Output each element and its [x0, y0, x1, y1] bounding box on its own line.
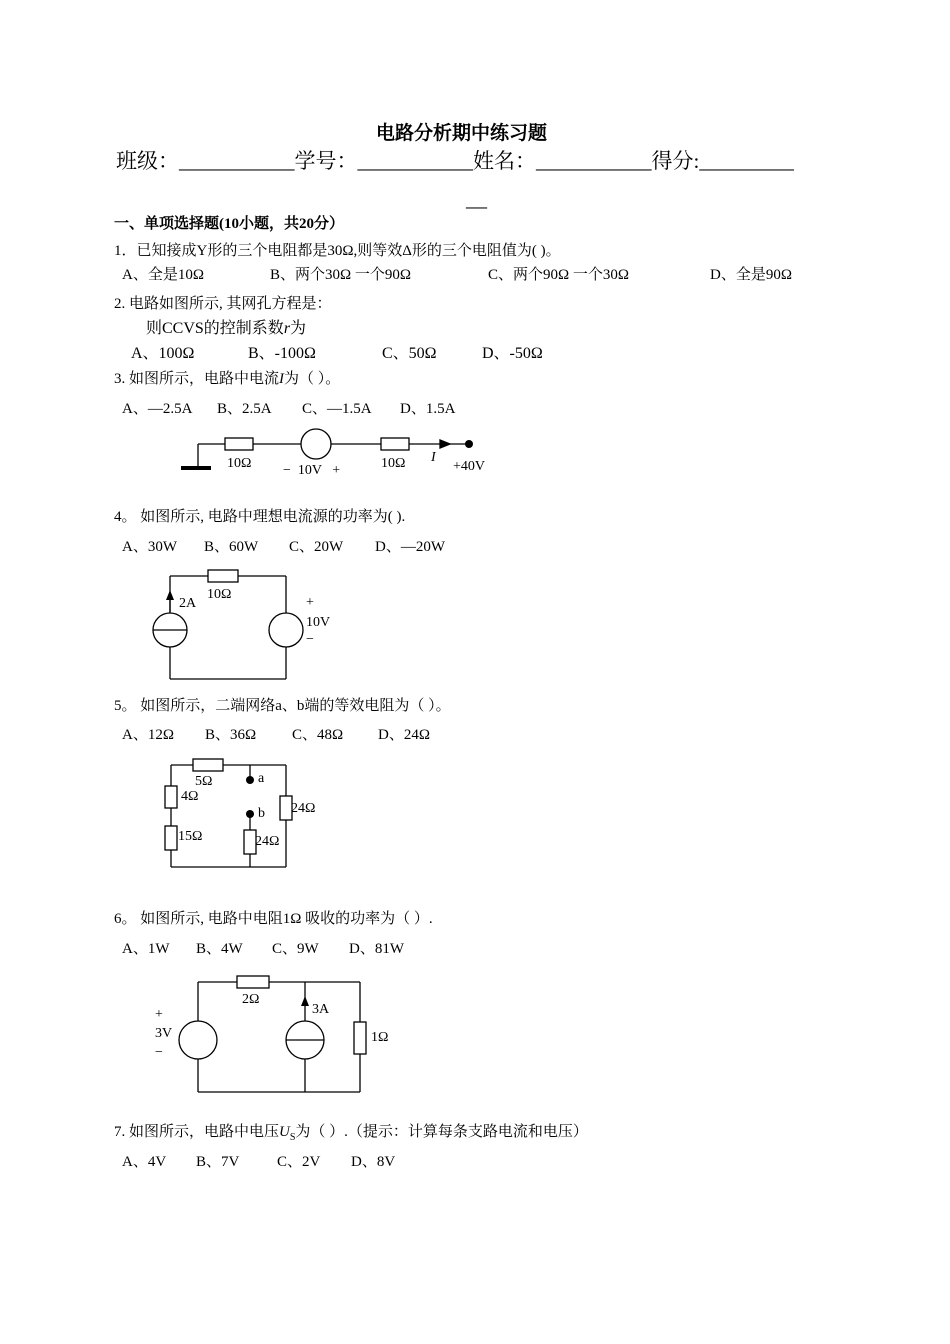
- q7-stem-b: 为（ ）.（提示：计算每条支路电流和电压）: [295, 1124, 588, 1140]
- q3-option-b: B、2.5A: [217, 401, 272, 417]
- q6-label-vs: 3V: [155, 1026, 173, 1041]
- q2-option-a: A、100Ω: [131, 345, 195, 362]
- q2-option-b: B、-100Ω: [248, 345, 316, 362]
- q3-option-c: C、—1.5A: [302, 401, 372, 417]
- q5-label-r24a: 24Ω: [291, 801, 316, 816]
- q6-option-d: D、81W: [349, 941, 404, 957]
- q3-option-a: A、—2.5A: [122, 401, 193, 417]
- q6-option-c: C、9W: [272, 941, 319, 957]
- student-info-line-wrap: __: [466, 187, 487, 211]
- q5-option-a: A、12Ω: [122, 727, 174, 743]
- q6-label-minus: −: [155, 1045, 163, 1060]
- q3-option-d: D、1.5A: [400, 401, 456, 417]
- q4-option-d: D、—20W: [375, 539, 445, 555]
- q4-label-cs: 2A: [179, 596, 197, 611]
- q4-label-vs: 10V: [306, 615, 331, 630]
- q7-option-c: C、2V: [277, 1154, 321, 1170]
- q1-option-c: C、两个90Ω 一个30Ω: [488, 267, 630, 283]
- q6-label-r2: 2Ω: [242, 992, 260, 1007]
- q4-label-minus: −: [306, 632, 314, 647]
- q6-stem: 6。 如图所示, 电路中电阻1Ω 吸收的功率为（ ）.: [114, 911, 433, 927]
- q3-stem-a: 3. 如图所示，电路中电流: [114, 371, 280, 387]
- q4-label-plus: +: [306, 595, 314, 610]
- q5-stem: 5。 如图所示，二端网络a、b端的等效电阻为（ ）。: [114, 698, 451, 714]
- q5-option-c: C、48Ω: [292, 727, 344, 743]
- q2-sub-var: r: [283, 320, 291, 337]
- q6-label-cs: 3A: [312, 1002, 330, 1017]
- section-heading: 一、单项选择题(10小题，共20分）: [114, 216, 344, 232]
- q4-option-c: C、20W: [289, 539, 344, 555]
- q1-option-a: A、全是10Ω: [122, 267, 204, 283]
- q6-resistor-2: [237, 976, 269, 988]
- q7-option-d: D、8V: [351, 1154, 396, 1170]
- q2-option-c: C、50Ω: [382, 345, 437, 362]
- q4-label-r: 10Ω: [207, 587, 232, 602]
- q3-label-src: − 10V +: [283, 463, 341, 478]
- q1-option-b: B、两个30Ω 一个90Ω: [270, 267, 412, 283]
- q6-label-plus: +: [155, 1007, 163, 1022]
- q5-label-r5: 5Ω: [195, 774, 213, 789]
- q3-label-r1: 10Ω: [227, 456, 252, 471]
- q5-label-b: b: [258, 806, 265, 821]
- q1-stem: 1．已知接成Y形的三个电阻都是30Ω,则等效Δ形的三个电阻值为( )。: [114, 243, 561, 259]
- q5-label-r24b: 24Ω: [255, 834, 280, 849]
- q6-voltage-source: [179, 1021, 217, 1059]
- student-info-line: 班级：___________学号：___________姓名：___________得分:_________: [116, 149, 794, 173]
- q4-option-a: A、30W: [122, 539, 177, 555]
- q5-option-b: B、36Ω: [205, 727, 257, 743]
- q7-stem-var: U: [279, 1124, 290, 1140]
- q3-label-current: I: [431, 450, 436, 465]
- q4-option-b: B、60W: [204, 539, 259, 555]
- q7-option-a: A、4V: [122, 1154, 167, 1170]
- q3-stem-var: I: [279, 371, 285, 387]
- q7-stem-sub: S: [289, 1132, 296, 1143]
- q5-label-a: a: [258, 771, 265, 786]
- q2-option-d: D、-50Ω: [482, 345, 543, 362]
- q7-stem-a: 7. 如图所示，电路中电压: [114, 1124, 280, 1140]
- q5-label-r15: 15Ω: [178, 829, 203, 844]
- q3-stem-b: 为（ ）。: [284, 371, 341, 387]
- q2-sub-end: 为: [290, 320, 307, 337]
- q1-option-d: D、全是90Ω: [710, 267, 792, 283]
- q6-resistor-1: [354, 1022, 366, 1054]
- q3-label-r2: 10Ω: [381, 456, 406, 471]
- q7-option-b: B、7V: [196, 1154, 240, 1170]
- q7-stem: [114, 1123, 588, 1147]
- q6-label-r1: 1Ω: [371, 1030, 389, 1045]
- q5-option-d: D、24Ω: [378, 727, 430, 743]
- q5-label-r4: 4Ω: [181, 789, 199, 804]
- q4-stem: 4。 如图所示, 电路中理想电流源的功率为( ).: [114, 509, 406, 525]
- q3-label-terminal: +40V: [453, 459, 486, 474]
- page-title: 电路分析期中练习题: [376, 123, 548, 144]
- q2-stem: 2. 电路如图所示, 其网孔方程是：: [114, 296, 332, 312]
- q6-option-a: A、1W: [122, 941, 170, 957]
- q6-option-b: B、4W: [196, 941, 243, 957]
- q2-sub-text: 则CCVS的控制系数: [146, 320, 284, 337]
